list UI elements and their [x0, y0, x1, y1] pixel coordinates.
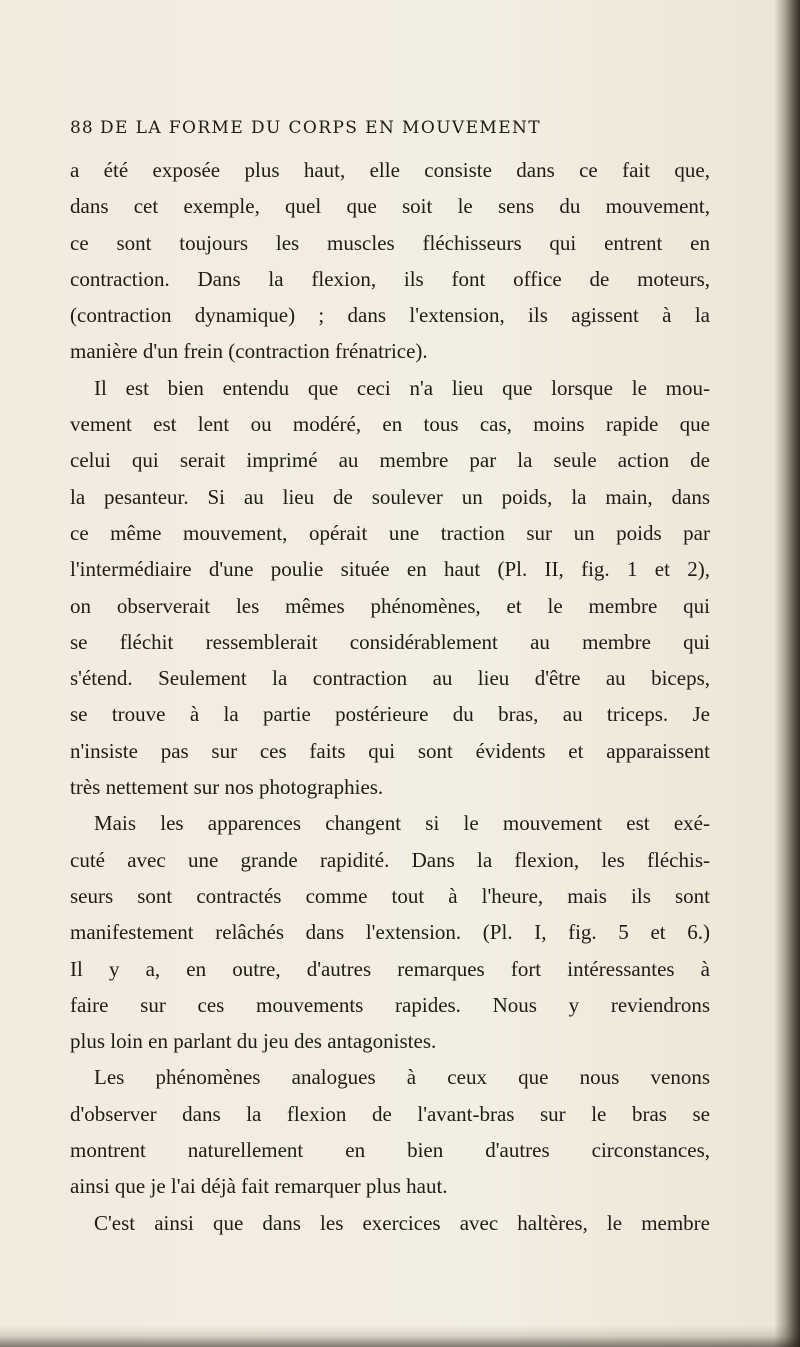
- text-line: s'étend. Seulement la contraction au lieu d'être au biceps,: [70, 666, 710, 691]
- text-line: dans cet exemple, quel que soit le sens du mouvement,: [70, 194, 710, 219]
- running-title: DE LA FORME DU CORPS EN MOUVEMENT: [100, 118, 542, 138]
- text-line: d'observer dans la flexion de l'avant-bras sur le bras se: [70, 1101, 710, 1126]
- text-line: l'intermédiaire d'une poulie située en haut (Pl. II, fig. 1 et 2),: [70, 557, 710, 582]
- text-line: faire sur ces mouvements rapides. Nous y reviendrons: [70, 992, 710, 1017]
- text-line: contraction. Dans la flexion, ils font office de moteurs,: [70, 266, 710, 291]
- text-line: on observerait les mêmes phénomènes, et le membre qui: [70, 593, 710, 618]
- page-number: 88: [70, 118, 94, 138]
- text-line: (contraction dynamique) ; dans l'extension, ils agissent à la: [70, 303, 710, 328]
- text-line: seurs sont contractés comme tout à l'heure, mais ils sont: [70, 883, 710, 908]
- text-line: ce sont toujours les muscles fléchisseurs qui entrent en: [70, 230, 710, 255]
- text-line: très nettement sur nos photographies.: [70, 775, 384, 800]
- text-line: se trouve à la partie postérieure du bras, au triceps. Je: [70, 702, 710, 727]
- text-line: Il y a, en outre, d'autres remarques fort intéressantes à: [70, 956, 710, 981]
- text-line: vement est lent ou modéré, en tous cas, moins rapide que: [70, 412, 710, 437]
- page-header: [70, 118, 710, 148]
- body-text: [70, 152, 710, 1241]
- text-line: C'est ainsi que dans les exercices avec haltères, le membre: [94, 1210, 710, 1235]
- page-bottom-shadow: [0, 1325, 800, 1347]
- text-line: celui qui serait imprimé au membre par la seule action de: [70, 448, 710, 473]
- text-line: manifestement relâchés dans l'extension. (Pl. I, fig. 5 et 6.): [70, 920, 710, 945]
- text-line: plus loin en parlant du jeu des antagonistes.: [70, 1029, 437, 1054]
- text-line: se fléchit ressemblerait considérablement au membre qui: [70, 629, 710, 654]
- text-line: montrent naturellement en bien d'autres circonstances,: [70, 1138, 710, 1163]
- text-line: Les phénomènes analogues à ceux que nous venons: [94, 1065, 710, 1090]
- text-line: ce même mouvement, opérait une traction sur un poids par: [70, 520, 710, 545]
- text-line: la pesanteur. Si au lieu de soulever un poids, la main, dans: [70, 484, 710, 509]
- text-line: manière d'un frein (contraction frénatrice).: [70, 339, 428, 364]
- page-edge-shadow: [774, 0, 800, 1347]
- text-line: Mais les apparences changent si le mouvement est exé-: [94, 811, 710, 836]
- text-line: ainsi que je l'ai déjà fait remarquer plus haut.: [70, 1174, 448, 1199]
- text-line: n'insiste pas sur ces faits qui sont évidents et apparaissent: [70, 738, 710, 763]
- text-line: Il est bien entendu que ceci n'a lieu que lorsque le mou-: [94, 375, 710, 400]
- text-line: cuté avec une grande rapidité. Dans la flexion, les fléchis-: [70, 847, 710, 872]
- text-line: a été exposée plus haut, elle consiste dans ce fait que,: [70, 158, 710, 182]
